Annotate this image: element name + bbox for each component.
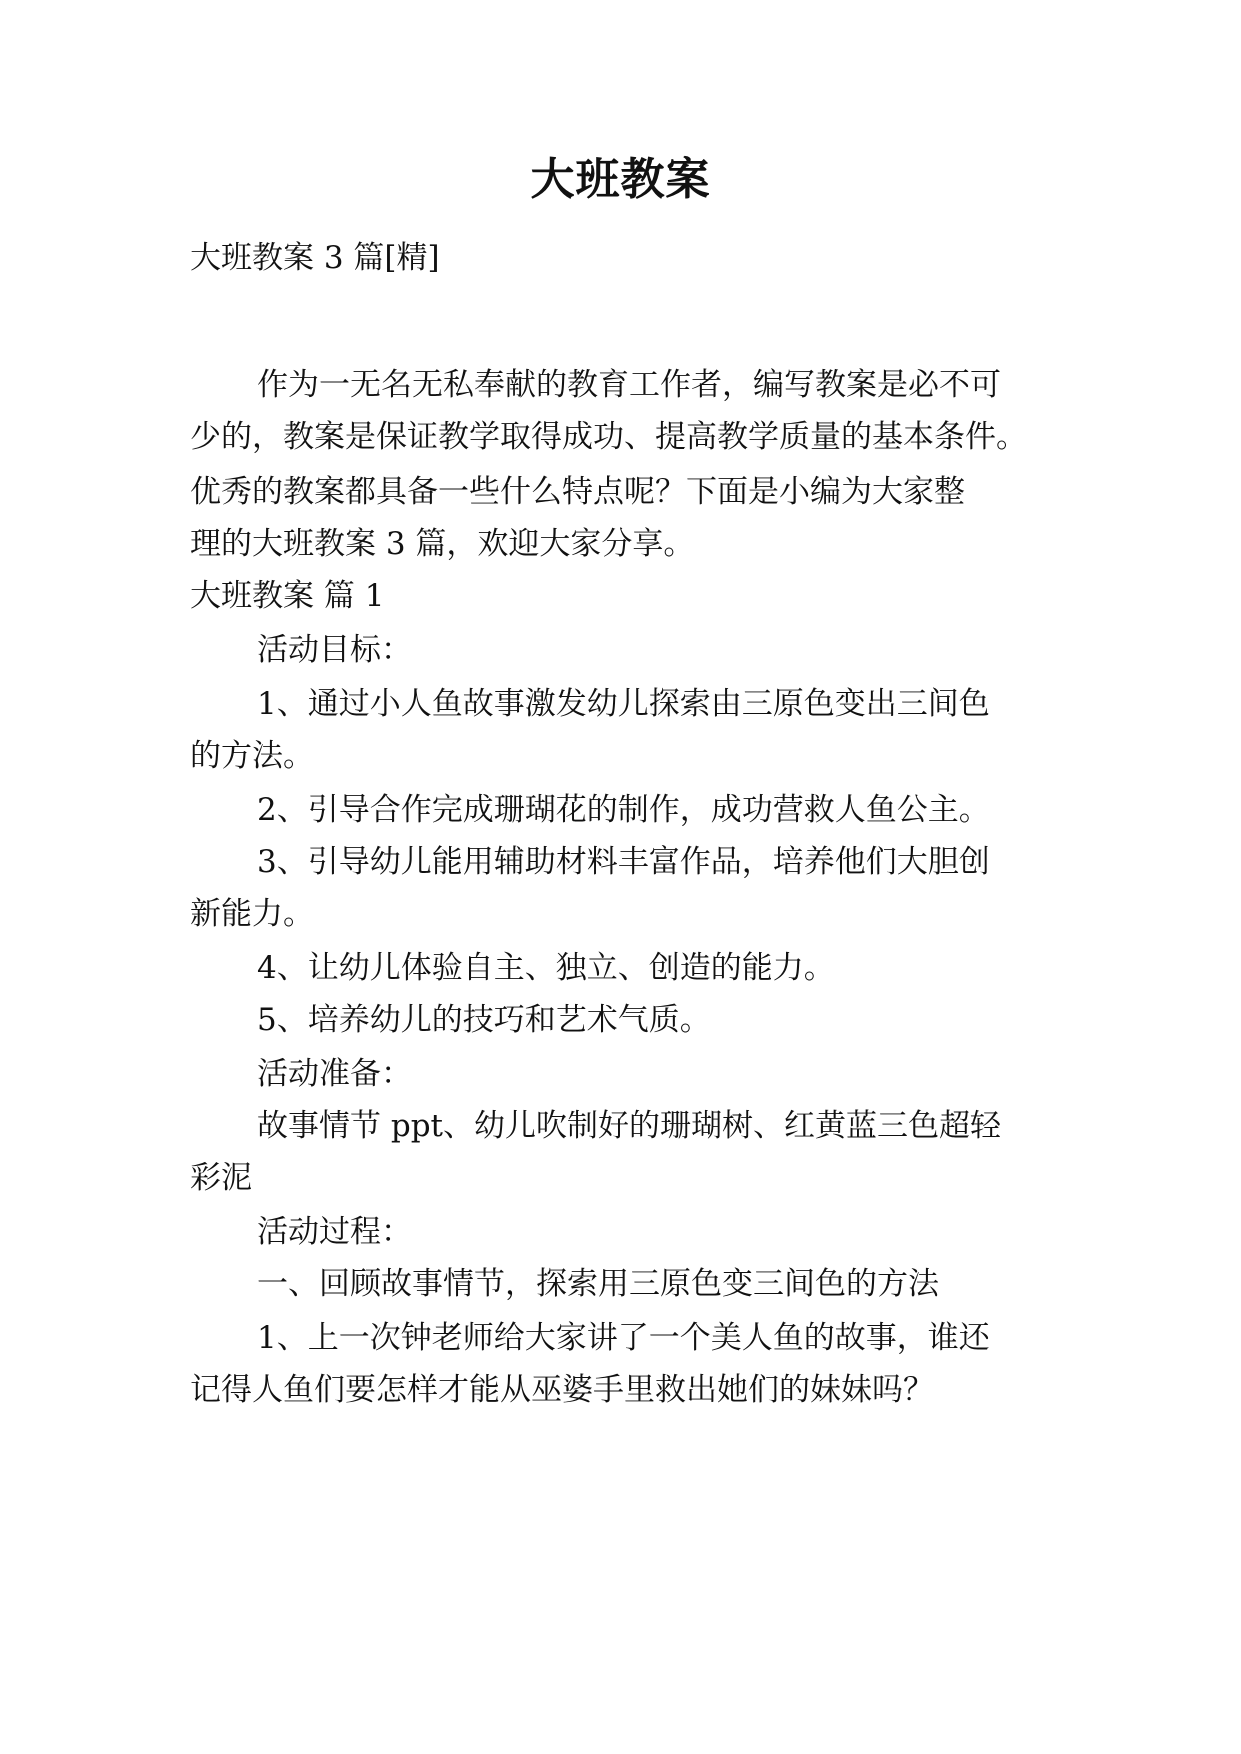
goal-line-4: 3、引导幼儿能用辅助材料丰富作品，培养他们大胆创: [257, 844, 990, 880]
goal-line-1: 1、通过小人鱼故事激发幼儿探索由三原色变出三间色: [257, 686, 990, 722]
goal-line-2: 的方法。: [190, 738, 314, 774]
prep-line-1: 故事情节 ppt、幼儿吹制好的珊瑚树、红黄蓝三色超轻: [257, 1108, 1001, 1144]
goal-line-6: 4、让幼儿体验自主、独立、创造的能力。: [257, 950, 835, 986]
goal-line-5: 新能力。: [190, 896, 314, 932]
prep-heading: 活动准备：: [257, 1056, 412, 1092]
process-line-3: 记得人鱼们要怎样才能从巫婆手里救出她们的妹妹吗？: [190, 1372, 934, 1408]
goals-heading: 活动目标：: [257, 632, 412, 668]
prep-line-2: 彩泥: [190, 1160, 252, 1196]
process-line-2: 1、上一次钟老师给大家讲了一个美人鱼的故事，谁还: [257, 1320, 990, 1356]
process-heading: 活动过程：: [257, 1214, 412, 1250]
intro-line-3: 优秀的教案都具备一些什么特点呢？下面是小编为大家整: [190, 474, 965, 510]
process-line-1: 一、回顾故事情节，探索用三原色变三间色的方法: [257, 1266, 939, 1302]
section-heading: 大班教案 篇 1: [190, 578, 385, 614]
intro-line-2: 少的，教案是保证教学取得成功、提高教学质量的基本条件。: [190, 419, 1027, 455]
document-subtitle: 大班教案 3 篇[精]: [190, 240, 440, 276]
intro-line-1: 作为一无名无私奉献的教育工作者，编写教案是必不可: [257, 367, 1001, 403]
intro-line-4: 理的大班教案 3 篇，欢迎大家分享。: [190, 526, 695, 562]
goal-line-7: 5、培养幼儿的技巧和艺术气质。: [257, 1002, 711, 1038]
document-title: 大班教案: [530, 154, 711, 205]
goal-line-3: 2、引导合作完成珊瑚花的制作，成功营救人鱼公主。: [257, 792, 990, 828]
